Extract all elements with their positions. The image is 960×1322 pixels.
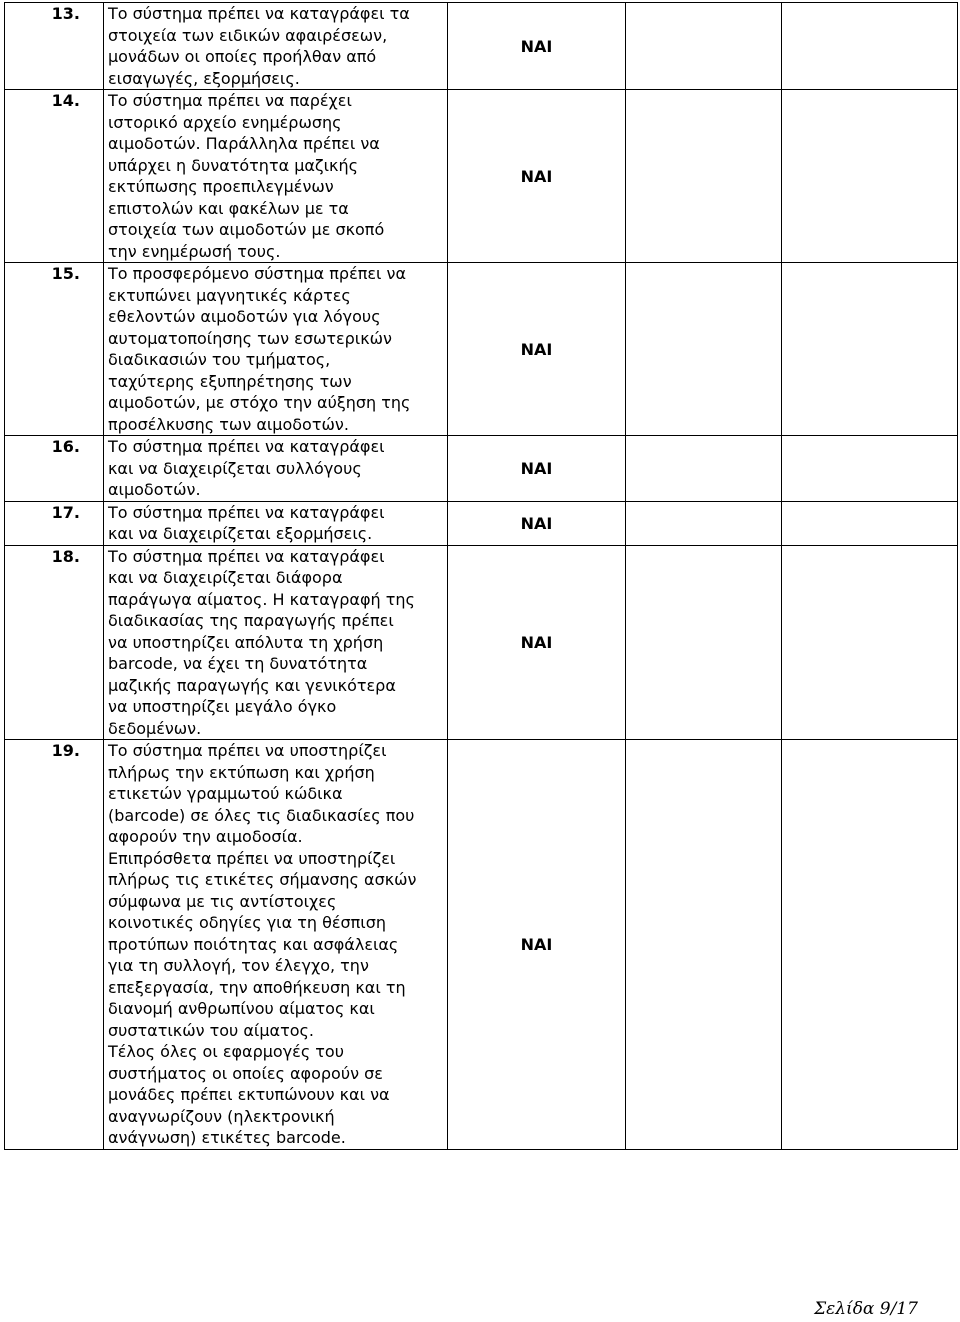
table-row [5,263,958,436]
reference-cell [626,3,782,90]
reference-cell [626,740,782,1150]
remarks-cell [782,436,958,502]
table-row [5,3,958,90]
table-row [5,436,958,502]
remarks-cell [782,501,958,545]
reference-cell [626,436,782,502]
requirement-number: 16. [5,436,104,502]
table-row [5,90,958,263]
reference-cell [626,263,782,436]
reference-cell [626,90,782,263]
compliance-answer: ΝΑΙ [448,436,626,502]
requirement-text: Το σύστημα πρέπει να καταγράφει και να διαχειρίζεται διάφορα παράγωγα αίματος. Η καταγραφή της διαδικασίας της παραγωγής πρέπει να υποστηρίζει απόλυτα τη χρήση barcode, να έχει τη δυνατότητα μαζικής παραγωγής και γενικότερα να υποστηρίζει μεγάλο όγκο δεδομένων. [104,545,448,740]
requirement-text: Το σύστημα πρέπει να υποστηρίζει πλήρως την εκτύπωση και χρήση ετικετών γραμμωτού κώδικα (barcode) σε όλες τις διαδικασίες που αφορούν την αιμοδοσία. Επιπρόσθετα πρέπει να υποστηρίζει πλήρως τις ετικέτες σήμανσης ασκών σύμφωνα με τις αντίστοιχες κοινοτικές οδηγίες για τη θέσπιση προτύπων ποιότητας και ασφάλειας για τη συλλογή, τον έλεγχο, την επεξεργασία, την αποθήκευση και τη διανομή ανθρωπίνου αίματος και συστατικών του αίματος. Τέλος όλες οι εφαρμογές του συστήματος οι οποίες αφορούν σε μονάδες πρέπει εκτυπώνουν και να αναγνωρίζουν (ηλεκτρονική ανάγνωση) ετικέτες barcode. [104,740,448,1150]
requirement-text: Το προσφερόμενο σύστημα πρέπει να εκτυπώνει μαγνητικές κάρτες εθελοντών αιμοδοτών για λόγους αυτοματοποίησης των εσωτερικών διαδικασιών του τμήματος, ταχύτερης εξυπηρέτησης των αιμοδοτών, με στόχο την αύξηση της προσέλκυσης των αιμοδοτών. [104,263,448,436]
requirement-text: Το σύστημα πρέπει να καταγράφει και να διαχειρίζεται εξορμήσεις. [104,501,448,545]
compliance-answer: ΝΑΙ [448,740,626,1150]
requirement-number: 14. [5,90,104,263]
remarks-cell [782,3,958,90]
table-row [5,501,958,545]
requirement-text: Το σύστημα πρέπει να καταγράφει και να διαχειρίζεται συλλόγους αιμοδοτών. [104,436,448,502]
reference-cell [626,501,782,545]
compliance-answer: ΝΑΙ [448,545,626,740]
reference-cell [626,545,782,740]
table-row [5,740,958,1150]
remarks-cell [782,740,958,1150]
compliance-answer: ΝΑΙ [448,263,626,436]
requirement-text: Το σύστημα πρέπει να παρέχει ιστορικό αρχείο ενημέρωσης αιμοδοτών. Παράλληλα πρέπει να υπάρχει η δυνατότητα μαζικής εκτύπωσης προεπιλεγμένων επιστολών και φακέλων με τα στοιχεία των αιμοδοτών με σκοπό την ενημέρωσή τους. [104,90,448,263]
requirement-text: Το σύστημα πρέπει να καταγράφει τα στοιχεία των ειδικών αφαιρέσεων, μονάδων οι οποίες προήλθαν από εισαγωγές, εξορμήσεις. [104,3,448,90]
compliance-answer: ΝΑΙ [448,501,626,545]
remarks-cell [782,545,958,740]
requirement-number: 17. [5,501,104,545]
compliance-answer: ΝΑΙ [448,90,626,263]
requirement-number: 15. [5,263,104,436]
remarks-cell [782,90,958,263]
remarks-cell [782,263,958,436]
requirements-table [4,2,958,1150]
table-row [5,545,958,740]
requirement-number: 19. [5,740,104,1150]
compliance-answer: ΝΑΙ [448,3,626,90]
requirement-number: 13. [5,3,104,90]
page-number: Σελίδα 9/17 [814,1299,918,1319]
requirement-number: 18. [5,545,104,740]
